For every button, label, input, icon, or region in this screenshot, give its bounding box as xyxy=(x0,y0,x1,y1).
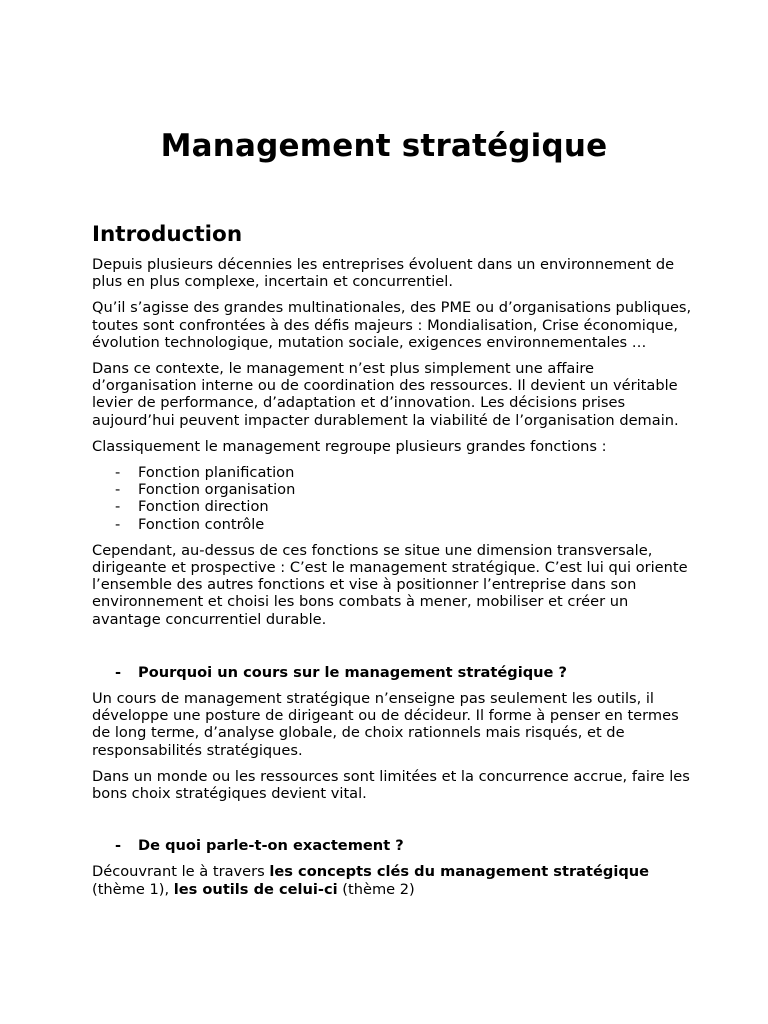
list-item-text: Fonction organisation xyxy=(138,481,296,499)
what-text-part-2: (thème 1), xyxy=(92,880,174,898)
intro-paragraph-5: Cependant, au-dessus de ces fonctions se situe une dimension transversale, dirigeante et prospective : C’est le management stratégique. C’est lui qui oriente l’ensemble des autres fonctions et vise à positionner l’entreprise dans son environnement et choisi les bons combats à mener, mobiliser et créer un avantage concurrentiel durable. xyxy=(92,541,688,628)
dash-bullet: - xyxy=(115,481,121,499)
dash-bullet: - xyxy=(115,515,121,533)
list-item xyxy=(92,481,692,498)
intro-paragraph-1: Depuis plusieurs décennies les entreprises évoluent dans un environnement de plus en plus complexe, incertain et concurrentiel. xyxy=(92,256,675,291)
dash-bullet: - xyxy=(115,464,121,482)
list-item-text: Fonction direction xyxy=(138,498,269,516)
list-item-text: Fonction planification xyxy=(138,464,295,482)
list-item xyxy=(92,516,692,533)
management-functions-list xyxy=(92,464,692,533)
list-item xyxy=(92,464,692,481)
why-course-heading-text: Pourquoi un cours sur le management stratégique ? xyxy=(138,663,567,681)
dash-bullet: - xyxy=(115,498,121,516)
why-course-heading xyxy=(92,664,692,681)
what-topic-heading-text: De quoi parle-t-on exactement ? xyxy=(138,837,404,855)
what-bold-concepts: les concepts clés du management stratégique xyxy=(269,863,650,881)
document-title: Management stratégique xyxy=(160,128,608,164)
intro-paragraph-2: Qu’il s’agisse des grandes multinationales, des PME ou d’organisations publiques, toutes sont confrontées à des défis majeurs : Mondialisation, Crise économique, évolution technologique, mutation sociale, exigences environnementales … xyxy=(92,299,692,351)
why-paragraph-2: Dans un monde ou les ressources sont limitées et la concurrence accrue, faire les bons choix stratégiques devient vital. xyxy=(92,767,690,803)
what-topic-heading xyxy=(92,837,692,854)
what-bold-tools: les outils de celui-ci xyxy=(173,880,338,898)
intro-paragraph-3: Dans ce contexte, le management n’est plus simplement une affaire d’organisation interne ou de coordination des ressources. Il devient un véritable levier de performance, d’adaptation et d’innovation. Les décisions prises aujourd’hui peuvent impacter durablement la viabilité de l’organisation demain. xyxy=(92,360,679,429)
what-paragraph-1 xyxy=(92,863,692,897)
list-item xyxy=(92,498,692,515)
what-text-part-3: (thème 2) xyxy=(337,880,415,898)
list-item-text: Fonction contrôle xyxy=(138,515,265,533)
dash-bullet: - xyxy=(115,663,122,681)
introduction-heading: Introduction xyxy=(92,222,243,247)
dash-bullet: - xyxy=(115,837,122,855)
intro-paragraph-4: Classiquement le management regroupe plusieurs grandes fonctions : xyxy=(92,437,607,455)
document-body xyxy=(92,222,692,907)
why-paragraph-1: Un cours de management stratégique n’enseigne pas seulement les outils, il développe une posture de dirigeant ou de décideur. Il forme à penser en termes de long terme, d’analyse globale, de choix rationnels mais risqués, et de responsabilités stratégiques. xyxy=(92,690,679,759)
what-text-part-1: Découvrant le à travers xyxy=(92,863,270,881)
